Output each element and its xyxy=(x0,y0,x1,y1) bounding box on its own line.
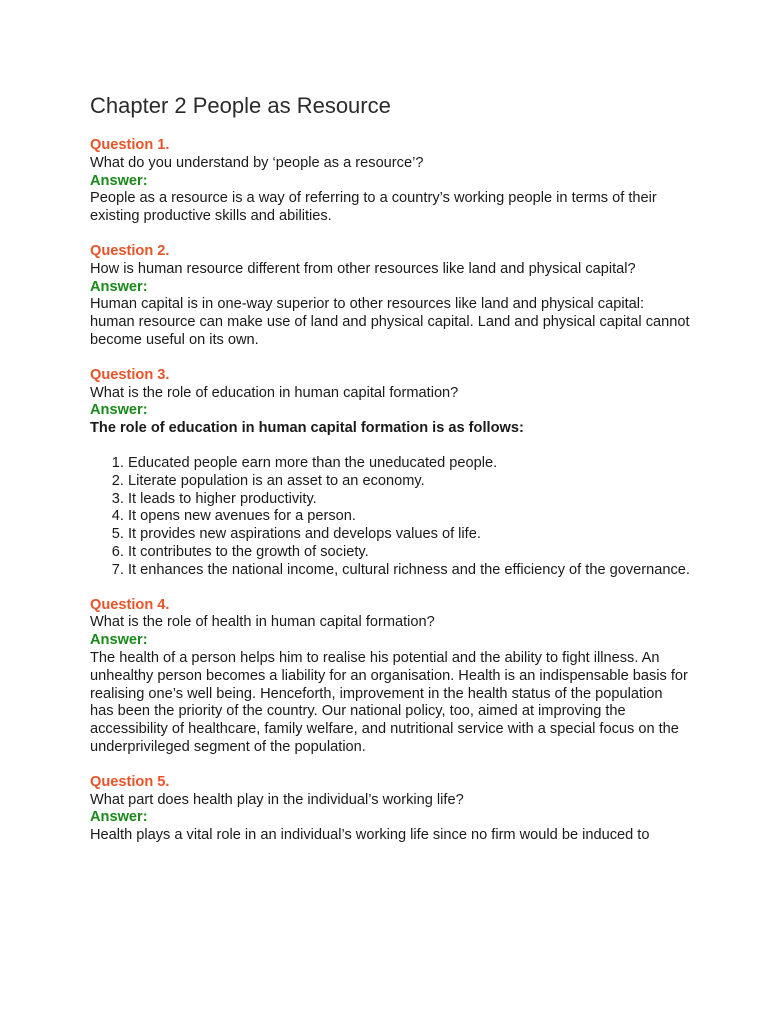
answer-label: Answer: xyxy=(90,632,148,649)
list-item: 7. It enhances the national income, cultural richness and the efficiency of the governance. xyxy=(128,562,690,580)
answer-text: The health of a person helps him to realise his potential and the ability to fight illness. An unhealthy person becomes a liability for an organisation. Health is an indispensable basis for realising one’s well being. Henceforth, improvement in the health status of the population has been the priority of the country. Our national policy, too, aimed at improving the accessibility of healthcare, family welfare, and nutritional service with a special focus on the underprivileged segment of the population. xyxy=(90,649,688,755)
question-label: Question 5. xyxy=(90,773,170,790)
list-item: 2. Literate population is an asset to an economy. xyxy=(128,473,690,491)
page-title: Chapter 2 People as Resource xyxy=(90,93,391,118)
question-text: What part does health play in the individual’s working life? xyxy=(90,791,464,808)
answer-text: Human capital is in one-way superior to other resources like land and physical capital: human resource can make use of land and physical capital. Land and physical capital cannot become useful on its own. xyxy=(90,296,690,348)
question-text: What is the role of health in human capital formation? xyxy=(90,614,435,631)
answer-label: Answer: xyxy=(90,278,148,295)
qa-block-4 xyxy=(90,597,690,757)
question-text: How is human resource different from other resources like land and physical capital? xyxy=(90,260,636,277)
list-item: 6. It contributes to the growth of society. xyxy=(128,544,690,562)
answer-label: Answer: xyxy=(90,402,148,419)
qa-block-5 xyxy=(90,774,690,845)
list-item: 4. It opens new avenues for a person. xyxy=(128,508,690,526)
list-item: 5. It provides new aspirations and develops values of life. xyxy=(128,526,690,544)
answer-text: People as a resource is a way of referring to a country’s working people in terms of their existing productive skills and abilities. xyxy=(90,190,657,225)
question-text: What do you understand by ‘people as a resource’? xyxy=(90,154,424,171)
answer-label: Answer: xyxy=(90,172,148,189)
list-item: 1. Educated people earn more than the uneducated people. xyxy=(128,455,690,473)
education-role-list xyxy=(90,455,690,580)
question-label: Question 2. xyxy=(90,242,170,259)
question-label: Question 3. xyxy=(90,366,170,383)
document-page xyxy=(90,92,690,862)
answer-label: Answer: xyxy=(90,809,148,826)
answer-text: Health plays a vital role in an individual’s working life since no firm would be induced to xyxy=(90,827,650,844)
question-text: What is the role of education in human capital formation? xyxy=(90,384,459,401)
list-item: 3. It leads to higher productivity. xyxy=(128,491,690,509)
qa-block-1 xyxy=(90,137,690,226)
answer-intro: The role of education in human capital formation is as follows: xyxy=(90,420,524,437)
question-label: Question 1. xyxy=(90,137,170,153)
qa-block-2 xyxy=(90,243,690,350)
qa-block-3 xyxy=(90,367,690,580)
question-label: Question 4. xyxy=(90,596,170,613)
